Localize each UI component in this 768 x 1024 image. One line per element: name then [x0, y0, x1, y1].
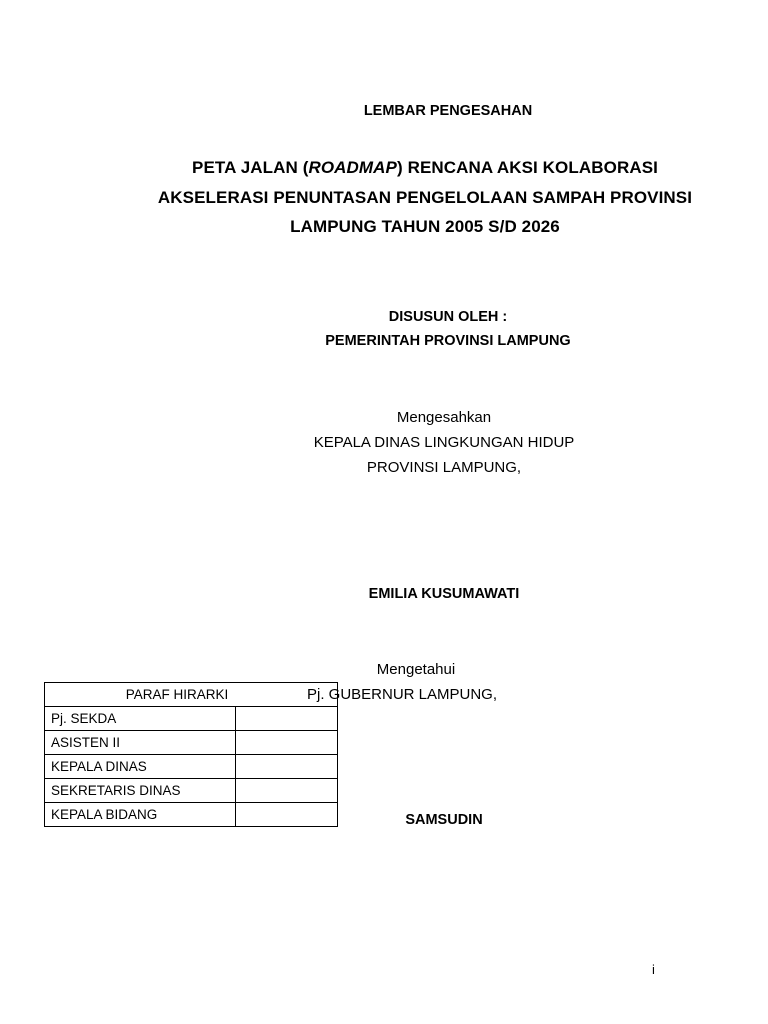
paraf-signature-cell	[236, 707, 338, 731]
prepared-by-organization: PEMERINTAH PROVINSI LAMPUNG	[325, 333, 571, 349]
paraf-role-cell: KEPALA BIDANG	[45, 803, 236, 827]
paraf-role-cell: SEKRETARIS DINAS	[45, 779, 236, 803]
governor-name: SAMSUDIN	[405, 812, 483, 828]
approval-position-line-1: KEPALA DINAS LINGKUNGAN HIDUP	[313, 434, 575, 451]
paraf-signature-cell	[236, 755, 338, 779]
sheet-title: LEMBAR PENGESAHAN	[363, 103, 533, 119]
document-title-line-1	[100, 158, 750, 178]
document-title-suffix: ) RENCANA AKSI KOLABORASI	[397, 158, 658, 177]
page-number: i	[652, 962, 655, 977]
table-row	[45, 707, 338, 731]
acknowledgement-position: Pj. GUBERNUR LAMPUNG,	[306, 686, 498, 703]
acknowledgement-label: Mengetahui	[376, 661, 456, 678]
table-row	[45, 755, 338, 779]
table-row	[45, 779, 338, 803]
approver-name: EMILIA KUSUMAWATI	[368, 586, 520, 602]
paraf-role-cell: Pj. SEKDA	[45, 707, 236, 731]
document-title-italic: ROADMAP	[308, 158, 397, 177]
prepared-by-label: DISUSUN OLEH :	[388, 309, 508, 325]
document-title-line-2: AKSELERASI PENUNTASAN PENGELOLAAN SAMPAH PROVINSI	[157, 188, 693, 207]
paraf-role-cell: ASISTEN II	[45, 731, 236, 755]
paraf-hirarki-table	[44, 682, 338, 827]
approval-position-line-2: PROVINSI LAMPUNG,	[366, 459, 522, 476]
paraf-signature-cell	[236, 779, 338, 803]
document-title-prefix: PETA JALAN (	[192, 158, 309, 177]
paraf-signature-cell	[236, 731, 338, 755]
approval-label: Mengesahkan	[396, 409, 492, 426]
paraf-role-cell: KEPALA DINAS	[45, 755, 236, 779]
document-title-line-3: LAMPUNG TAHUN 2005 S/D 2026	[290, 217, 560, 236]
table-row	[45, 731, 338, 755]
paraf-table-header-label: PARAF HIRARKI	[125, 687, 229, 702]
